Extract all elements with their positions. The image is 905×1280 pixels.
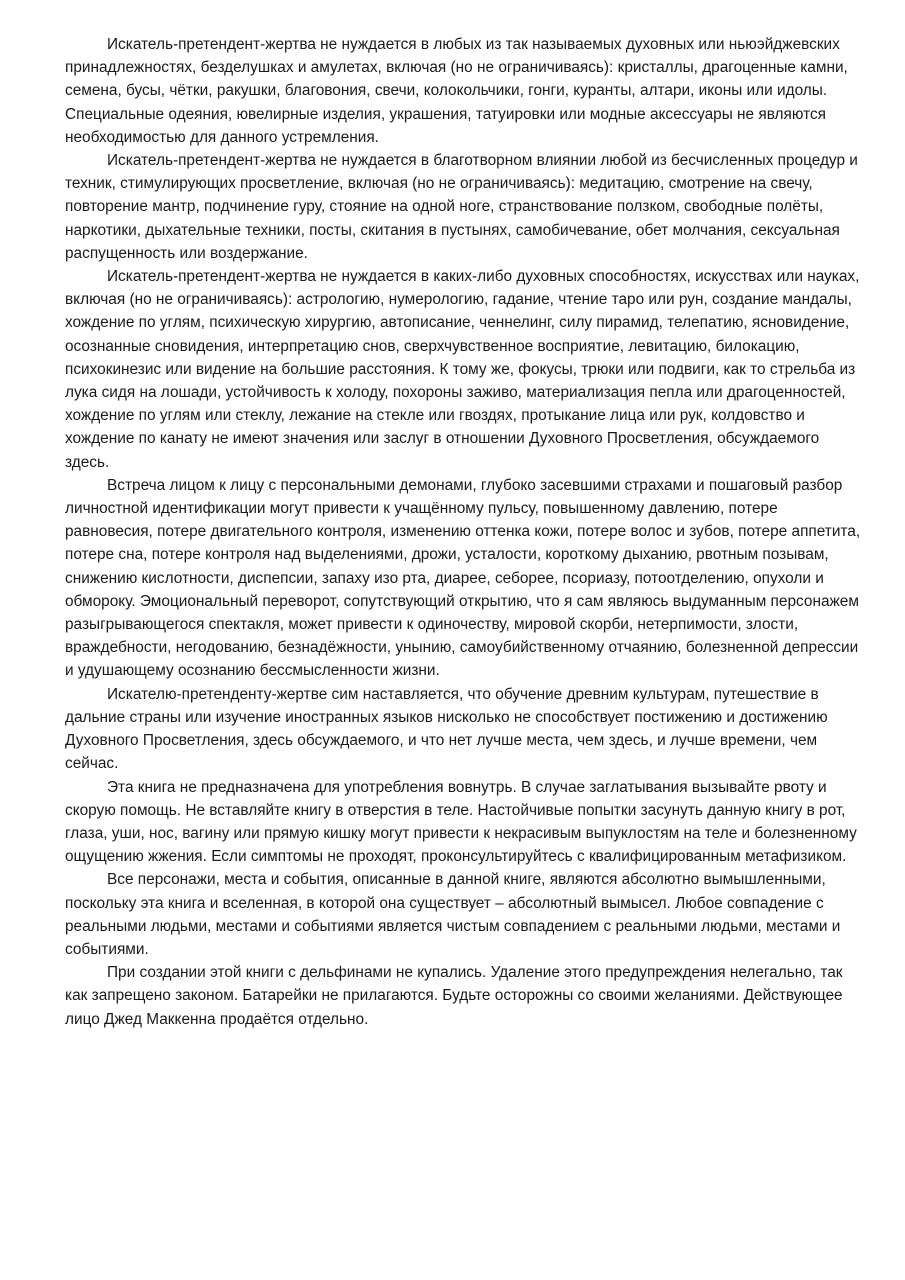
paragraph: При создании этой книги с дельфинами не купались. Удаление этого предупреждения нелегально, так как запрещено законом. Батарейки не прилагаются. Будьте осторожны со своими желаниями. Действующее лицо Джед Маккенна продаётся отдельно. [65,964,843,1028]
paragraph: Искатель-претендент-жертва не нуждается в любых из так называемых духовных или ньюэйджевских принадлежностях, безделушках и амулетах, включая (но не ограничиваясь): кристаллы, драгоценные камни, семена, бусы, чётки, ракушки, благовония, свечи, колокольчики, гонги, куранты, алтари, иконы или идолы. Специальные одеяния, ювелирные изделия, украшения, татуировки или модные аксессуары не являются необходимостью для данного устремления. [65,36,848,146]
document-body [65,33,865,1031]
paragraph: Все персонажи, места и события, описанные в данной книге, являются абсолютно вымышленными, поскольку эта книга и вселенная, в которой она существует – абсолютный вымысел. Любое совпадение с реальными людьми, местами и событиями является чистым совпадением с реальными людьми, местами и событиями. [65,871,841,958]
paragraph: Искатель-претендент-жертва не нуждается в благотворном влиянии любой из бесчисленных процедур и техник, стимулирующих просветление, включая (но не ограничиваясь): медитацию, смотрение на свечу, повторение мантр, подчинение гуру, стояние на одной ноге, странствование ползком, свободные полёты, наркотики, дыхательные техники, посты, скитания в пустынях, самобичевание, обет молчания, сексуальная распущенность или воздержание. [65,152,858,262]
paragraph: Искателю-претенденту-жертве сим наставляется, что обучение древним культурам, путешествие в дальние страны или изучение иностранных языков нисколько не способствует постижению и достижению Духовного Просветления, здесь обсуждаемого, и что нет лучше места, чем здесь, и лучше времени, чем сейчас. [65,685,828,773]
paragraph: Встреча лицом к лицу с персональными демонами, глубоко засевшими страхами и пошаговый разбор личностной идентификации могут привести к учащённому пульсу, повышенному давлению, потере равновесия, потере двигательного контроля, изменению оттенка кожи, потере волос и зубов, потере аппетита, потере сна, потере контроля над выделениями, дрожи, усталости, короткому дыханию, рвотным позывам, снижению кислотности, диспепсии, запаху изо рта, диарее, себорее, псориазу, потоотделению, опухоли и обмороку. Эмоциональный переворот, сопутствующий открытию, что я сам являюсь выдуманным персонажем разыгрывающегося спектакля, может привести к одиночеству, мировой скорби, нетерпимости, злости, враждебности, негодованию, безнадёжности, унынию, самоубийственному отчаянию, болезненной депрессии и удушающему осознанию бессмысленности жизни. [65,476,861,680]
paragraph: Эта книга не предназначена для употребления вовнутрь. В случае заглатывания вызывайте рвоту и скорую помощь. Не вставляйте книгу в отверстия в теле. Настойчивые попытки засунуть данную книгу в рот, глаза, уши, нос, вагину или прямую кишку могут привести к некрасивым выпуклостям на теле и болезненному ощущению жжения. Если симптомы не проходят, проконсультируйтесь с квалифицированным метафизиком. [65,778,857,866]
paragraph: Искатель-претендент-жертва не нуждается в каких-либо духовных способностях, искусствах или науках, включая (но не ограничиваясь): астрологию, нумерологию, гадание, чтение таро или рун, создание мандалы, хождение по углям, психическую хирургию, автописание, ченнелинг, силу пирамид, телепатию, ясновидение, осознанные сновидения, интерпретацию снов, сверхчувственное восприятие, левитацию, билокацию, психокинезис или видение на большие расстояния. К тому же, фокусы, трюки или подвиги, как то стрельба из лука сидя на лошади, устойчивость к холоду, похороны заживо, материализация пепла или драгоценностей, хождение по углям или стеклу, лежание на стекле или гвоздях, протыкание лица или рук, колдовство и хождение по канату не имеют значения или заслуг в отношении Духовного Просветления, обсуждаемого здесь. [65,268,860,471]
